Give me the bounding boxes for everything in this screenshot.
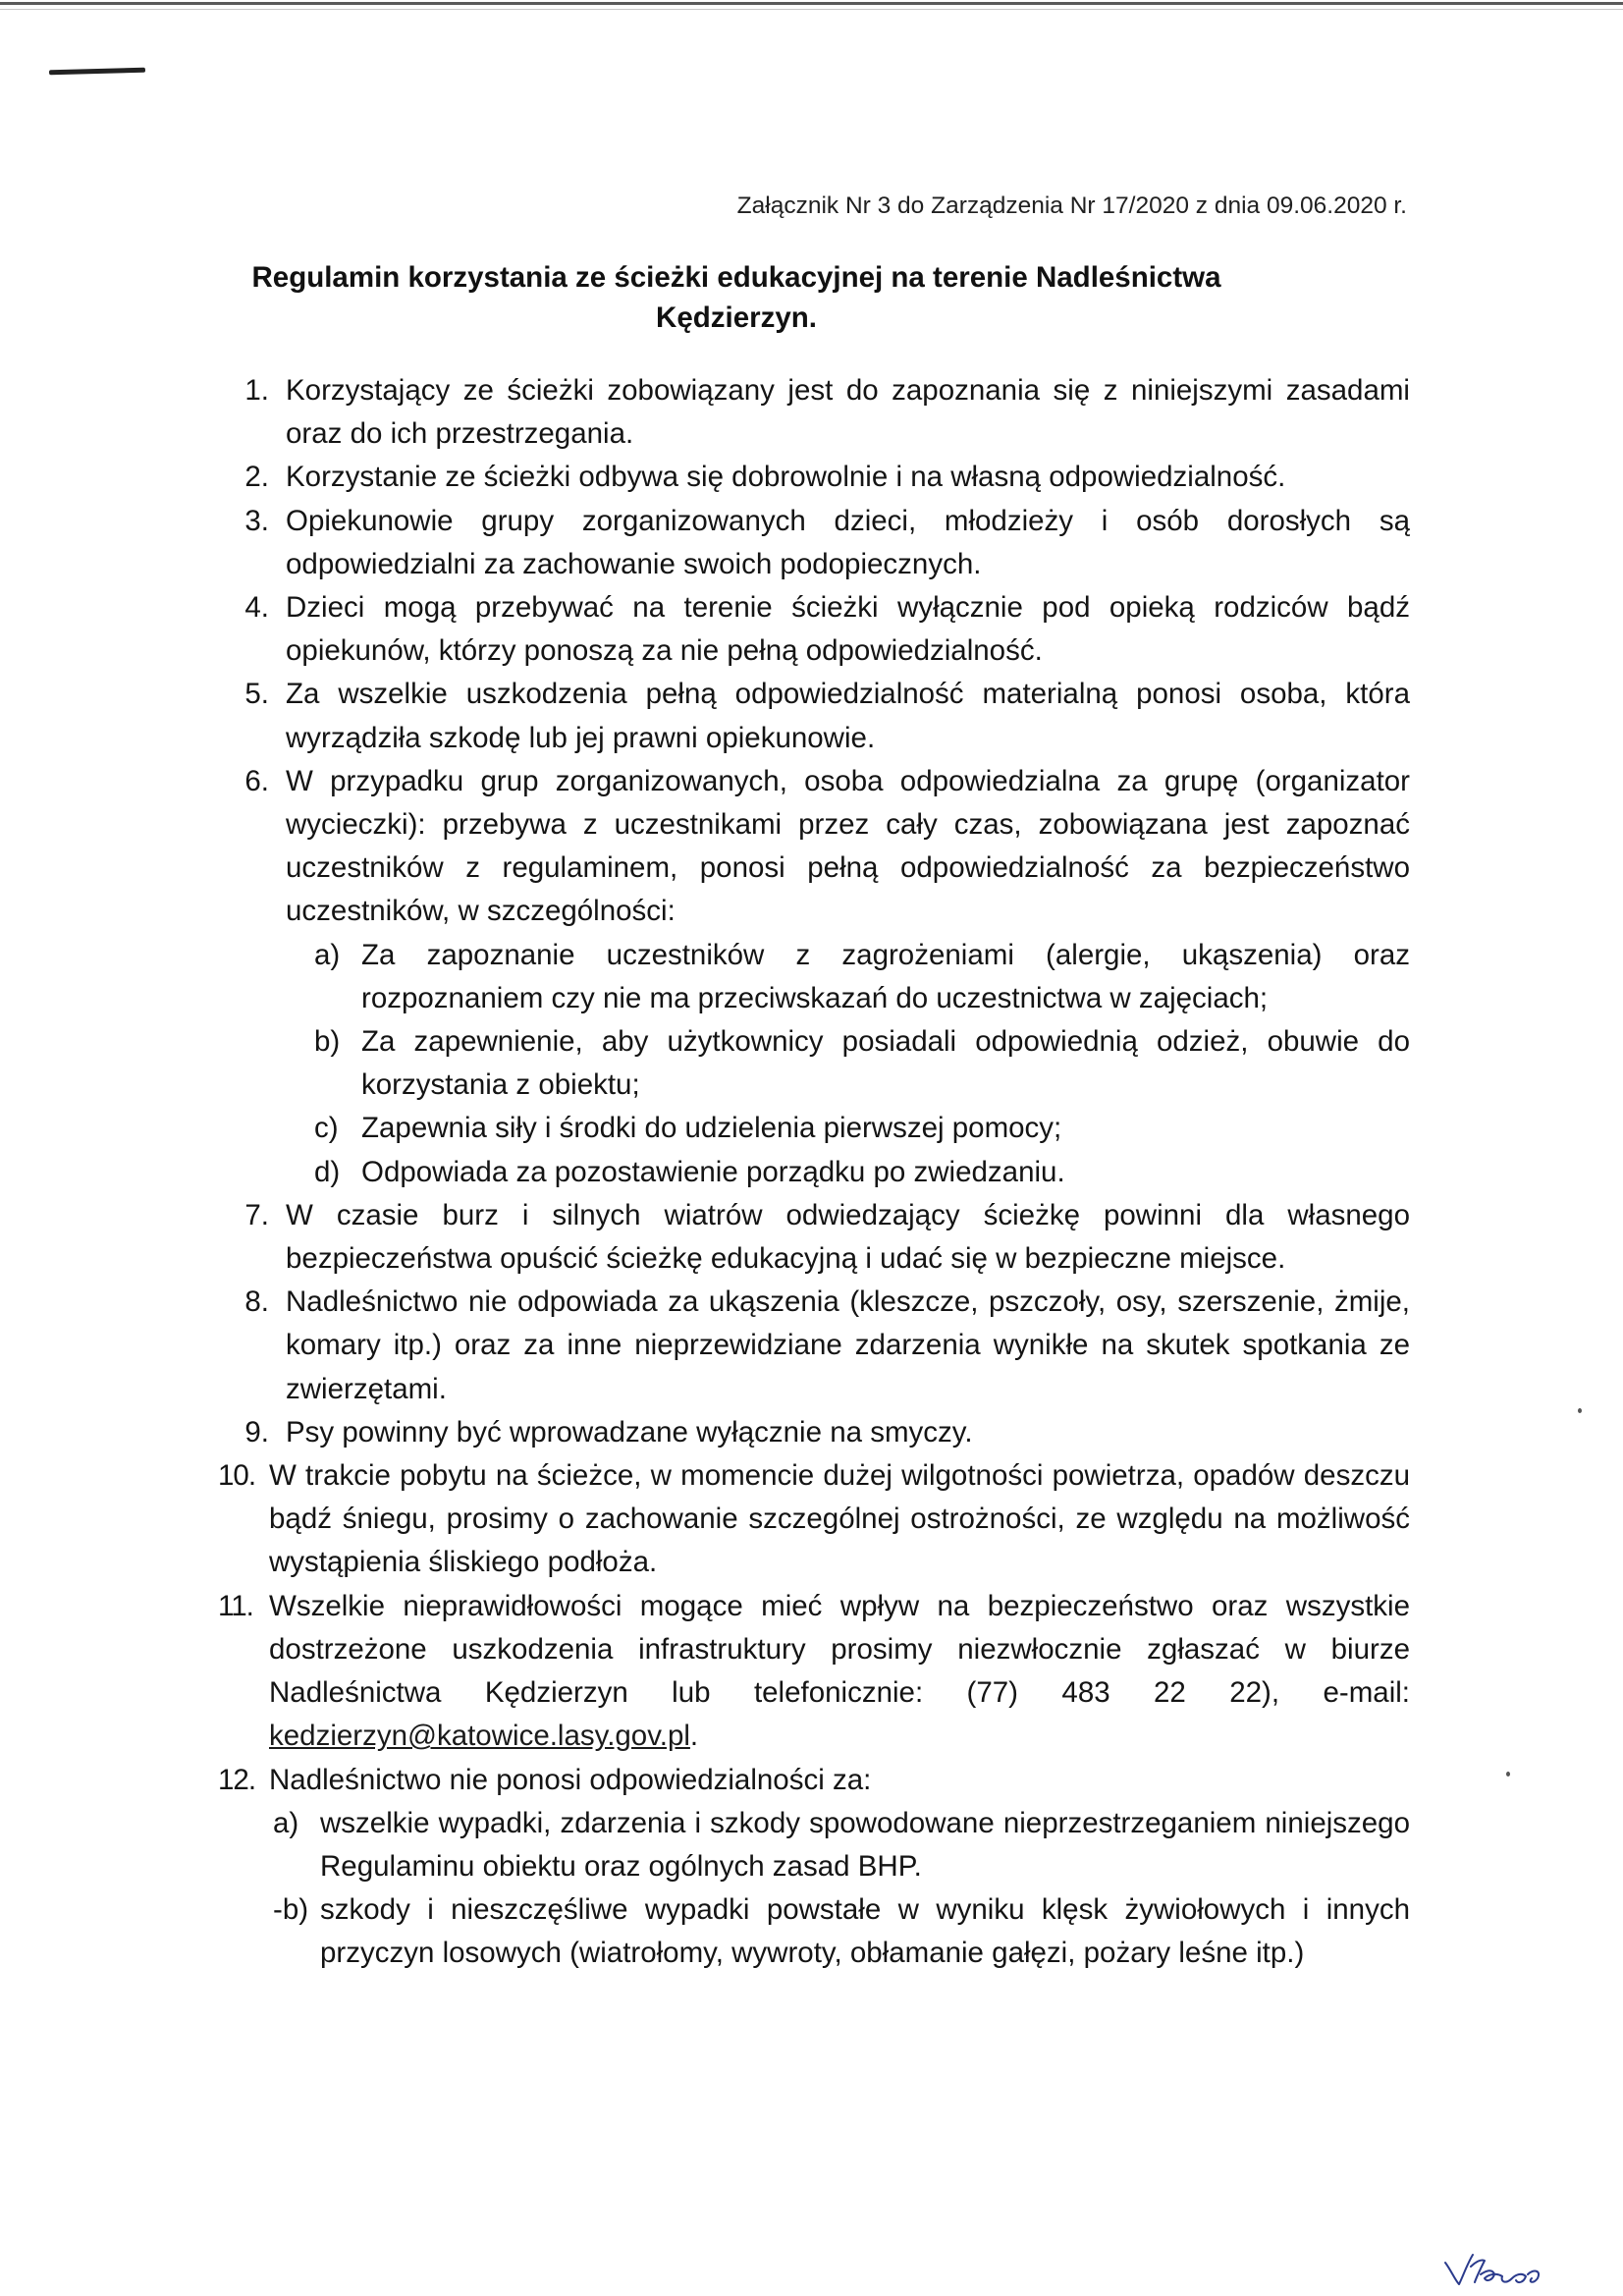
rule-text: Nadleśnictwo nie odpowiada za ukąszenia (kleszcze, pszczoły, osy, szerszenie, żmije, komary itp.) oraz za inne nieprzewidziane zdarzenia wynikłe na skutek spotkania ze zwierzętami. — [286, 1285, 1410, 1405]
attachment-reference: Załącznik Nr 3 do Zarządzenia Nr 17/2020 z dnia 09.06.2020 r. — [736, 192, 1407, 219]
document-title: Regulamin korzystania ze ścieżki edukacyjnej na terenie Nadleśnictwa Kędzierzyn. — [251, 261, 1221, 334]
rule-text-main: Wszelkie nieprawidłowości mogące mieć wpływ na bezpieczeństwo oraz wszystkie dostrzeżone uszkodzenia infrastruktury prosimy niezwłocznie zgłaszać w biurze Nadleśnictwa Kędzierzyn lub telefonicznie: (77) 483 22 22), e-mail: — [269, 1589, 1410, 1710]
rule-subitem — [314, 1020, 1410, 1107]
rule-text: Za wszelkie uszkodzenia pełną odpowiedzialność materialną ponosi osoba, która wyrządziła szkodę lub jej prawni opiekunowie. — [286, 678, 1410, 754]
subitem-letter: -b) — [273, 1893, 309, 1927]
rule-item — [218, 500, 1410, 586]
rule-item — [218, 673, 1410, 759]
email-link[interactable]: kedzierzyn@katowice.lasy.gov.pl — [269, 1720, 690, 1753]
subitem-text: szkody i nieszczęśliwe wypadki powstałe w wyniku klęsk żywiołowych i innych przyczyn losowych (wiatrołomy, wywroty, obłamanie gałęzi, pożary leśne itp.) — [320, 1893, 1410, 1970]
rule-number: 7. — [244, 1198, 269, 1231]
corner-pen-mark — [49, 68, 145, 76]
scan-edge-line-faint — [0, 9, 1623, 10]
subitem-letter: a) — [314, 938, 341, 971]
handwritten-signature — [1441, 2249, 1549, 2290]
rule-number: 8. — [244, 1285, 269, 1319]
rule-text: Opiekunowie grupy zorganizowanych dzieci, młodzieży i osób dorosłych są odpowiedzialni za zachowanie swoich podopiecznych. — [286, 504, 1410, 580]
rule-subitem — [314, 1151, 1410, 1194]
rule-item — [218, 1411, 1410, 1454]
rule-text: W przypadku grup zorganizowanych, osoba odpowiedzialna za grupę (organizator wycieczki): przebywa z uczestnikami przez cały czas, zobowiązana jest zapoznać uczestników z regulaminem, ponosi pełną odpowiedzialność za bezpieczeństwo uczestników, w szczególności: — [286, 764, 1410, 928]
rule-subitem — [273, 1802, 1410, 1888]
rule-item — [218, 456, 1410, 499]
rule-text: W trakcie pobytu na ścieżce, w momencie dużej wilgotności powietrza, opadów deszczu bądź śniegu, prosimy o zachowanie szczególnej ostrożności, ze względu na możliwość wystąpienia śliskiego podłoża. — [269, 1459, 1410, 1579]
rule-item — [218, 369, 1410, 456]
rule-number: 6. — [244, 764, 269, 797]
scan-edge-line — [0, 2, 1623, 5]
rule-subitem — [314, 1107, 1410, 1150]
rules-list — [218, 369, 1410, 1976]
subitem-text: Za zapoznanie uczestników z zagrożeniami (alergie, ukąszenia) oraz rozpoznaniem czy nie ma przeciwskazań do uczestnictwa w zajęciach; — [361, 938, 1410, 1014]
rule-number: 4. — [244, 591, 269, 625]
scan-speck — [1506, 1772, 1510, 1777]
rule-text: Korzystanie ze ścieżki odbywa się dobrowolnie i na własną odpowiedzialność. — [286, 461, 1286, 494]
rule-text: Dzieci mogą przebywać na terenie ścieżki wyłącznie pod opieką rodziców bądź opiekunów, którzy ponoszą za nie pełną odpowiedzialność. — [286, 591, 1410, 668]
rule-text: Korzystający ze ścieżki zobowiązany jest do zapoznania się z niniejszymi zasadami oraz do ich przestrzegania. — [286, 374, 1410, 451]
rule-number: 11. — [218, 1589, 253, 1622]
rule-number: 3. — [244, 504, 269, 537]
rule-text: Psy powinny być wprowadzane wyłącznie na smyczy. — [286, 1415, 973, 1449]
subitem-text: Za zapewnienie, aby użytkownicy posiadali odpowiednią odzież, obuwie do korzystania z obiektu; — [361, 1025, 1410, 1102]
rule-subitem — [314, 934, 1410, 1020]
rule-text: W czasie burz i silnych wiatrów odwiedzający ścieżkę powinni dla własnego bezpieczeństwa opuścić ścieżkę edukacyjną i udać się w bezpieczne miejsce. — [286, 1198, 1410, 1276]
rule-item — [218, 1194, 1410, 1281]
rule-text: Nadleśnictwo nie ponosi odpowiedzialności za: — [269, 1763, 872, 1796]
subitem-text: Zapewnia siły i środki do udzielenia pierwszej pomocy; — [361, 1112, 1062, 1145]
rule-number: 5. — [244, 678, 269, 711]
rule-text — [269, 1585, 1410, 1759]
rule-item — [218, 586, 1410, 673]
rule-number: 10. — [218, 1459, 256, 1493]
rule-item — [218, 1585, 1410, 1759]
rule-number: 9. — [244, 1415, 269, 1449]
email-trailing-dot: . — [689, 1720, 699, 1753]
rule-subitem — [273, 1888, 1410, 1975]
subitem-letter: d) — [314, 1155, 341, 1188]
subitem-letter: b) — [314, 1025, 341, 1059]
subitem-letter: c) — [314, 1112, 339, 1145]
scan-speck — [1578, 1408, 1582, 1413]
rule-number: 1. — [244, 374, 269, 407]
subitem-letter: a) — [273, 1806, 299, 1839]
subitem-text: Odpowiada za pozostawienie porządku po zwiedzaniu. — [361, 1155, 1065, 1188]
rule-item — [218, 1759, 1410, 1802]
rule-number: 12. — [218, 1763, 256, 1796]
rule-item — [218, 760, 1410, 934]
rule-item — [218, 1281, 1410, 1411]
rule-number: 2. — [244, 461, 269, 494]
rule-item — [218, 1454, 1410, 1585]
subitem-text: wszelkie wypadki, zdarzenia i szkody spowodowane nieprzestrzeganiem niniejszego Regulaminu obiektu oraz ogólnych zasad BHP. — [320, 1806, 1410, 1883]
